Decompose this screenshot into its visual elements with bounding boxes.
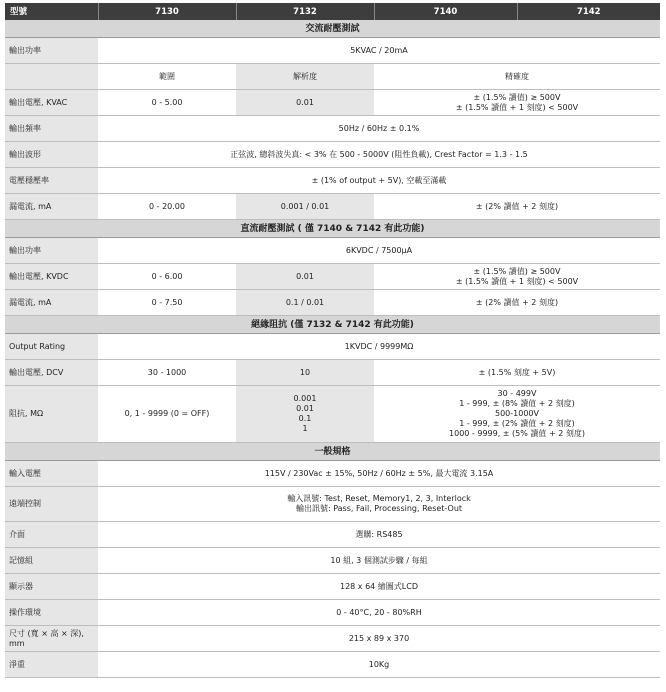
section-general (5, 443, 660, 461)
remote-output-line: 輸出訊號: Pass, Fail, Processing, Reset-Out (295, 504, 463, 513)
table-row (5, 548, 660, 574)
row-label: 輸出頻率 (5, 116, 98, 142)
table-row (5, 194, 660, 220)
header-7130: 7130 (98, 3, 236, 20)
section-dc (5, 220, 660, 238)
accuracy-line: 1000 - 9999, ± (5% 讀值 + 2 刻度) (449, 429, 585, 438)
accuracy-line: 1 - 999, ± (8% 讀值 + 2 刻度) (459, 399, 575, 408)
table-row (5, 90, 660, 116)
range-cell: 0 - 7.50 (98, 290, 236, 316)
subhead-range: 範圍 (98, 64, 236, 90)
row-label: 阻抗, MΩ (5, 386, 98, 443)
resolution-line: 0.001 (293, 394, 317, 403)
table-row (5, 116, 660, 142)
table-row (5, 522, 660, 548)
table-row (5, 334, 660, 360)
table-row (5, 487, 660, 522)
subhead-resolution: 解析度 (236, 64, 374, 90)
row-label: 尺寸 (寬 × 高 × 深), mm (5, 626, 98, 652)
range-cell: 0 - 6.00 (98, 264, 236, 290)
resolution-line: 0.1 (298, 414, 312, 423)
row-label: 顯示器 (5, 574, 98, 600)
range-cell: 0 - 20.00 (98, 194, 236, 220)
row-value: 選購: RS485 (98, 522, 660, 548)
table-row (5, 38, 660, 64)
table-row (5, 652, 660, 678)
row-value: 10 組, 3 個測試步驟 / 每組 (98, 548, 660, 574)
row-label: 記憶組 (5, 548, 98, 574)
table-row (5, 168, 660, 194)
row-label: 淨重 (5, 652, 98, 678)
row-label: 電壓穩壓率 (5, 168, 98, 194)
resolution-cell: 10 (236, 360, 374, 386)
row-label: 輸出波形 (5, 142, 98, 168)
row-label: 漏電流, mA (5, 194, 98, 220)
header-7142: 7142 (517, 3, 660, 20)
spec-table (5, 3, 660, 678)
row-value: 0 - 40°C, 20 - 80%RH (98, 600, 660, 626)
section-ac (5, 20, 660, 38)
resolution-line: 0.01 (296, 404, 314, 413)
row-value (98, 487, 660, 522)
row-label: 輸入電壓 (5, 461, 98, 487)
row-label (5, 64, 98, 90)
row-value: ± (1% of output + 5V), 空載至滿載 (98, 168, 660, 194)
row-value: 10Kg (98, 652, 660, 678)
accuracy-cell: ± (2% 讀值 + 2 刻度) (374, 194, 660, 220)
accuracy-cell: ± (1.5% 刻度 + 5V) (374, 360, 660, 386)
header-model: 型號 (5, 3, 98, 20)
header-7132: 7132 (236, 3, 374, 20)
row-value: 50Hz / 60Hz ± 0.1% (98, 116, 660, 142)
row-value: 6KVDC / 7500μA (98, 238, 660, 264)
row-value: 1KVDC / 9999MΩ (98, 334, 660, 360)
row-value: 128 x 64 繪圖式LCD (98, 574, 660, 600)
resolution-cell: 0.001 / 0.01 (236, 194, 374, 220)
row-value: 115V / 230Vac ± 15%, 50Hz / 60Hz ± 5%, 最大電流 3.15A (98, 461, 660, 487)
accuracy-line: ± (1.5% 讀值 + 1 刻度) < 500V (455, 102, 579, 112)
table-row (5, 600, 660, 626)
remote-input-line: 輸入訊號: Test, Reset, Memory1, 2, 3, Interlock (287, 494, 471, 503)
range-cell: 0, 1 - 9999 (0 = OFF) (98, 386, 236, 443)
accuracy-cell (374, 264, 660, 290)
table-row (5, 574, 660, 600)
resolution-cell (236, 386, 374, 443)
table-row (5, 264, 660, 290)
subhead-accuracy: 精確度 (374, 64, 660, 90)
section-title: 一般規格 (5, 443, 660, 461)
table-row (5, 386, 660, 443)
header-row (5, 3, 660, 20)
row-label: 操作環境 (5, 600, 98, 626)
table-row (5, 360, 660, 386)
range-cell: 30 - 1000 (98, 360, 236, 386)
section-title: 交流耐壓測試 (5, 20, 660, 38)
accuracy-line: ± (1.5% 讀值) ≥ 500V (473, 92, 561, 102)
table-row (5, 461, 660, 487)
row-label: 漏電流, mA (5, 290, 98, 316)
row-value: 5KVAC / 20mA (98, 38, 660, 64)
row-label: 介面 (5, 522, 98, 548)
table-row (5, 626, 660, 652)
accuracy-line: 1 - 999, ± (2% 讀值 + 2 刻度) (459, 419, 575, 428)
row-label: Output Rating (5, 334, 98, 360)
row-label: 遠端控制 (5, 487, 98, 522)
accuracy-cell (374, 90, 660, 116)
accuracy-line: 30 - 499V (497, 389, 537, 398)
header-7140: 7140 (374, 3, 517, 20)
resolution-cell: 0.01 (236, 90, 374, 116)
table-row (5, 64, 660, 90)
accuracy-line: ± (1.5% 讀值) ≥ 500V (473, 266, 561, 276)
accuracy-cell: ± (2% 讀值 + 2 刻度) (374, 290, 660, 316)
row-label: 輸出電壓, DCV (5, 360, 98, 386)
row-value: 正弦波, 總斜波失真: < 3% 在 500 - 5000V (阻性負載), Crest Factor = 1.3 - 1.5 (98, 142, 660, 168)
accuracy-cell (374, 386, 660, 443)
row-label: 輸出功率 (5, 38, 98, 64)
resolution-cell: 0.01 (236, 264, 374, 290)
row-value: 215 x 89 x 370 (98, 626, 660, 652)
accuracy-line: ± (1.5% 讀值 + 1 刻度) < 500V (455, 276, 579, 286)
row-label: 輸出電壓, KVDC (5, 264, 98, 290)
section-title: 絕緣阻抗 (僅 7132 & 7142 有此功能) (5, 316, 660, 334)
row-label: 輸出功率 (5, 238, 98, 264)
table-row (5, 238, 660, 264)
range-cell: 0 - 5.00 (98, 90, 236, 116)
resolution-cell: 0.1 / 0.01 (236, 290, 374, 316)
resolution-line: 1 (302, 424, 308, 433)
table-row (5, 290, 660, 316)
section-ir (5, 316, 660, 334)
table-row (5, 142, 660, 168)
row-label: 輸出電壓, KVAC (5, 90, 98, 116)
section-title: 直流耐壓測試 ( 僅 7140 & 7142 有此功能) (5, 220, 660, 238)
accuracy-line: 500-1000V (495, 409, 539, 418)
